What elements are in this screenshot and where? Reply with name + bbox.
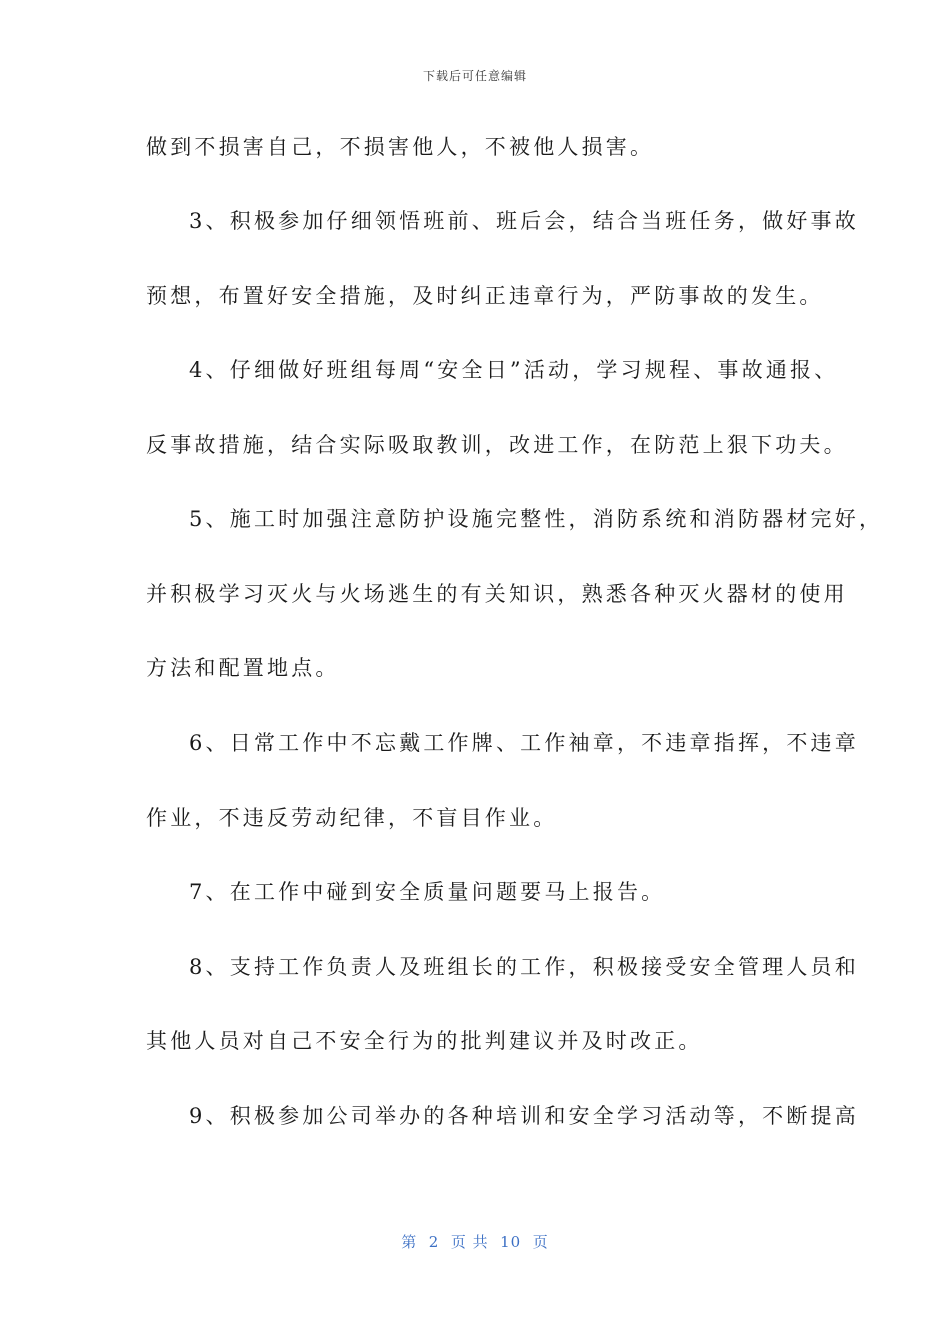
paragraph-line: 5、施工时加强注意防护设施完整性，消防系统和消防器材完好， — [189, 507, 884, 531]
paragraph-line: 做到不损害自己，不损害他人，不被他人损害。 — [146, 135, 655, 159]
paragraph-line: 方法和配置地点。 — [146, 656, 340, 680]
paragraph-line: 6、日常工作中不忘戴工作牌、工作袖章，不违章指挥，不违章 — [189, 731, 859, 755]
paragraph-line: 反事故措施，结合实际吸取教训，改进工作，在防范上狠下功夫。 — [146, 433, 848, 457]
paragraph-line: 作业，不违反劳动纪律，不盲目作业。 — [146, 806, 558, 830]
paragraph-line: 7、在工作中碰到安全质量问题要马上报告。 — [189, 880, 666, 904]
paragraph-line: 预想，布置好安全措施，及时纠正违章行为，严防事故的发生。 — [146, 284, 824, 308]
paragraph-line: 3、积极参加仔细领悟班前、班后会，结合当班任务，做好事故 — [189, 209, 859, 233]
paragraph-line: 并积极学习灭火与火场逃生的有关知识，熟悉各种灭火器材的使用 — [146, 582, 848, 606]
paragraph-line: 4、仔细做好班组每周“安全日”活动，学习规程、事故通报、 — [189, 358, 839, 382]
paragraph-line: 9、积极参加公司举办的各种培训和安全学习活动等，不断提高 — [189, 1104, 859, 1128]
paragraph-line: 8、支持工作负责人及班组长的工作，积极接受安全管理人员和 — [189, 955, 859, 979]
page-number-footer: 第 2 页 共 10 页 — [401, 1233, 549, 1251]
header-note: 下载后可任意编辑 — [422, 69, 527, 83]
paragraph-line: 其他人员对自己不安全行为的批判建议并及时改正。 — [146, 1029, 703, 1053]
